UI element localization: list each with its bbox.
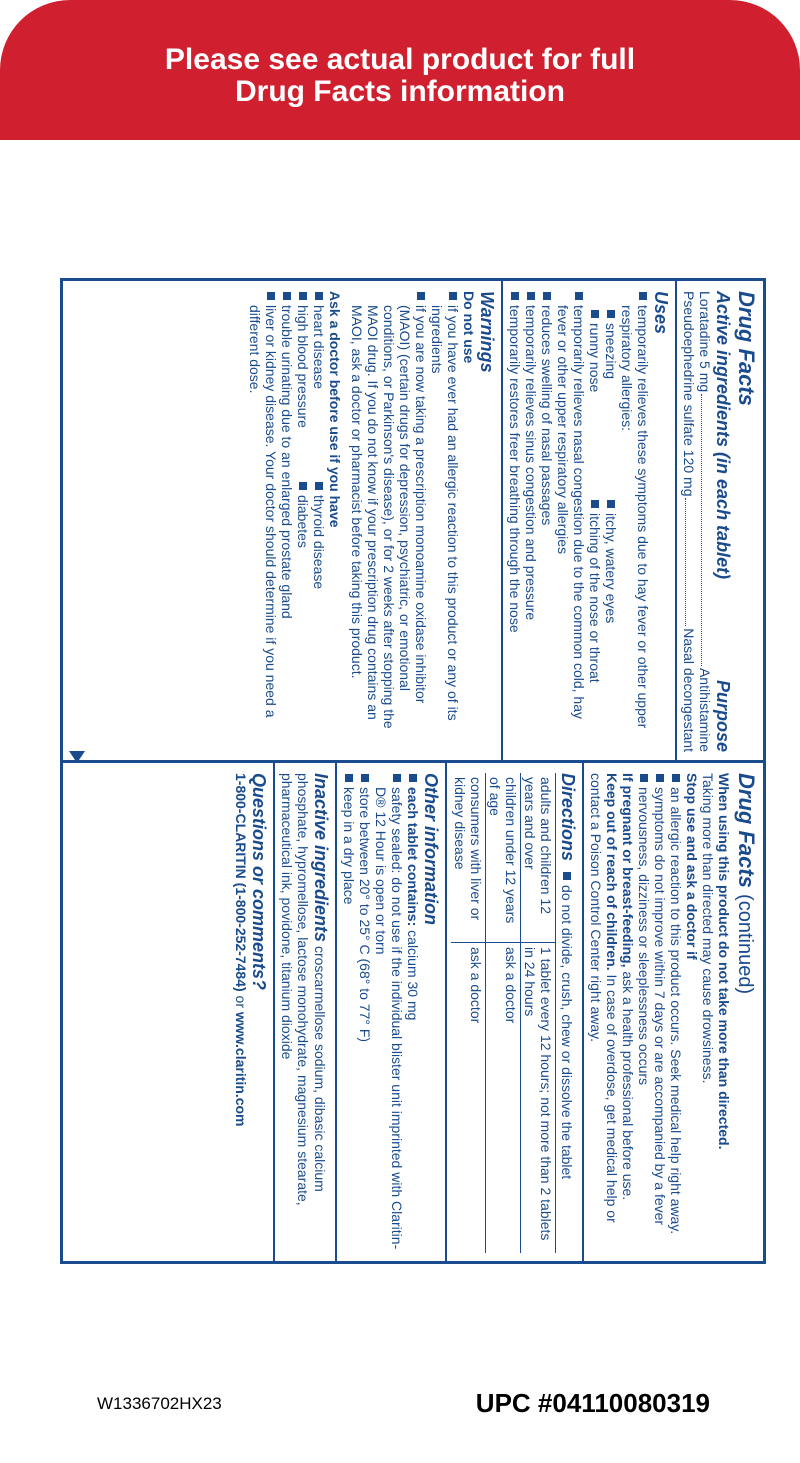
banner-text: [0, 44, 800, 108]
ingredient-name: Pseudoephedrine sulfate 120 mg: [681, 291, 697, 497]
other-information-section: [335, 763, 445, 1261]
directions-intro: do not divide, crush, chew or dissolve the tablet: [559, 871, 575, 1179]
tablet-contains-label: each tablet contains:: [405, 787, 421, 927]
do-not-use-item: if you have ever had an allergic reaction to this product or any of its ingredients: [429, 291, 461, 752]
ask-doctor-heading: Ask a doctor before use if you have: [327, 291, 343, 528]
questions-heading: Questions or comments?: [249, 773, 269, 991]
leader-dots: [685, 498, 697, 626]
purpose-heading: Purpose: [713, 679, 733, 752]
or-text: or: [233, 995, 249, 1008]
stop-use-list: [636, 773, 684, 1253]
drug-facts-column-1: [63, 281, 763, 763]
ask-item: high blood pressure: [295, 291, 311, 481]
banner-line-1: Please see actual product for full: [164, 43, 636, 76]
uses-sub-item: itchy, watery eyes: [603, 499, 619, 623]
drug-facts-rotated: [63, 281, 763, 1261]
questions-section: [229, 763, 273, 1261]
do-not-use-heading: Do not use: [461, 291, 477, 364]
ask-item: heart disease: [311, 291, 327, 481]
uses-sub-item: itching of the nose or throat: [587, 499, 603, 683]
directions-section: [445, 763, 582, 1261]
directions-cell: ask a doctor: [451, 943, 486, 1253]
other-information-item: store between 20° to 25° C (68° to 77° F): [357, 773, 373, 1253]
product-code: W1336702HX23: [97, 1394, 222, 1413]
uses-item: temporarily relieves these symptoms due to hay fever or other upper respiratory allergies:: [619, 291, 651, 752]
ask-item: trouble urinating due to an enlarged prostate gland: [279, 291, 295, 752]
pregnant-rest: ask a health professional before use.: [620, 971, 636, 1201]
active-header: [713, 291, 733, 752]
inactive-ingredients-section: [273, 763, 335, 1261]
ask-item: liver or kidney disease. Your doctor should determine if you need a different dose.: [247, 291, 279, 752]
active-ingredients-heading: Active ingredients (in each tablet): [713, 291, 733, 580]
uses-sub-row: [603, 309, 619, 752]
drug-facts-continued-title: [732, 773, 759, 1253]
directions-cell: consumers with liver or kidney disease: [451, 773, 486, 943]
drug-facts-panel: [60, 278, 766, 1264]
top-banner: [0, 0, 800, 140]
warnings-heading: Warnings: [477, 291, 497, 373]
ask-list-more: [247, 291, 295, 752]
directions-cell: ask a doctor: [486, 943, 521, 1253]
uses-item: temporarily restores freer breathing through the nose: [507, 291, 523, 752]
stop-use-item: an allergic reaction to this product occurs. Seek medical help right away.: [668, 773, 684, 1253]
stop-use-item: nervousness, dizziness or sleeplessness occurs: [636, 773, 652, 1253]
when-using-text: Taking more than directed may cause drowsiness.: [700, 773, 716, 1084]
uses-list: [619, 291, 651, 752]
other-information-item: [405, 773, 421, 1253]
ask-row: [295, 291, 311, 752]
website-link: www.claritin.com: [233, 1011, 249, 1127]
other-information-item: safety sealed: do not use if the individual blister unit imprinted with Claritin-D® 12 Hour is open or torn: [373, 773, 405, 1253]
keep-out-text: [588, 773, 620, 1253]
ask-row: [311, 291, 327, 752]
continued-title-text: Drug Facts: [734, 773, 759, 888]
continue-arrow-icon: [69, 751, 85, 763]
directions-cell: adults and children 12 years and over: [521, 773, 556, 943]
ask-item: diabetes: [295, 481, 311, 548]
contact-line: [233, 773, 249, 1253]
ingredient-purpose: Nasal decongestant: [681, 628, 697, 752]
stop-use-heading: Stop use and ask a doctor if: [684, 773, 700, 960]
ingredient-row: [697, 291, 713, 752]
ingredient-row: [681, 291, 697, 752]
uses-sub-row: [587, 309, 603, 752]
drug-facts-column-2: [63, 763, 763, 1261]
keep-out-rest: In case of overdose, get medical help or contact a Poison Control Center right away.: [588, 773, 620, 1223]
pregnant-text: [620, 773, 636, 1253]
leader-dots: [701, 394, 713, 666]
do-not-use-item: if you are now taking a prescription monoamine oxidase inhibitor (MAOI) (certain drugs for depression, psychiatric, or emotional conditions, or Parkinson's disease), or for 2 weeks after stopping the MAOI drug. If you do not know if your prescription drug contains an MAOI, ask a doctor or pharmacist before taking this product.: [349, 291, 429, 752]
drug-facts-title: Drug Facts: [734, 291, 759, 406]
uses-sub-list: [587, 291, 619, 752]
uses-section: [501, 281, 675, 760]
directions-table: [451, 773, 556, 1253]
continued-label: (continued): [734, 894, 756, 995]
upc-code: UPC #04110080319: [475, 1388, 710, 1418]
ingredient-name: Loratadine 5 mg: [697, 291, 713, 393]
ingredient-purpose: Antihistamine: [697, 667, 713, 752]
pregnant-bold: If pregnant or breast-feeding,: [620, 773, 636, 968]
directions-header: [558, 773, 578, 1253]
active-ingredients-section: [675, 281, 763, 760]
continued-warnings-section: [582, 763, 763, 1261]
uses-item: temporarily relieves nasal congestion due to the common cold, hay fever or other upper respiratory allergies: [555, 291, 587, 752]
uses-list-more: [507, 291, 587, 752]
directions-cell: children under 12 years of age: [486, 773, 521, 943]
uses-sub-item: sneezing: [603, 309, 619, 499]
phone-number: 1-800-CLARITIN (1-800-252-7484): [233, 773, 249, 992]
ask-item: thyroid disease: [311, 481, 327, 589]
keep-out-bold: Keep out of reach of children.: [604, 773, 620, 971]
do-not-use-list: [349, 291, 461, 752]
stop-use-item: symptoms do not improve within 7 days or are accompanied by a fever: [652, 773, 668, 1253]
warnings-section: [243, 281, 501, 760]
when-using-heading: When using this product do not take more than directed.: [716, 773, 732, 1150]
other-information-heading: Other information: [421, 773, 441, 925]
uses-heading: Uses: [651, 291, 671, 335]
banner-line-2: Drug Facts information: [234, 75, 565, 108]
directions-cell: 1 tablet every 12 hours; not more than 2 tablets in 24 hours: [521, 943, 556, 1253]
inactive-ingredients-text: croscarmellose sodium, dibasic calcium phosphate, hypromellose, lactose monohydrate, magnesium stearate, pharmaceutical ink, povidone, titanium dioxide: [279, 773, 328, 1206]
other-information-list: [341, 773, 421, 1253]
directions-heading: Directions: [558, 773, 578, 862]
uses-item: temporarily relieves sinus congestion and pressure: [523, 291, 539, 752]
tablet-contains-value: calcium 30 mg: [405, 930, 421, 1021]
uses-sub-item: runny nose: [587, 309, 603, 499]
other-information-item: keep in a dry place: [341, 773, 357, 1253]
uses-item: reduces swelling of nasal passages: [539, 291, 555, 752]
inactive-ingredients-heading: Inactive ingredients: [311, 773, 331, 943]
